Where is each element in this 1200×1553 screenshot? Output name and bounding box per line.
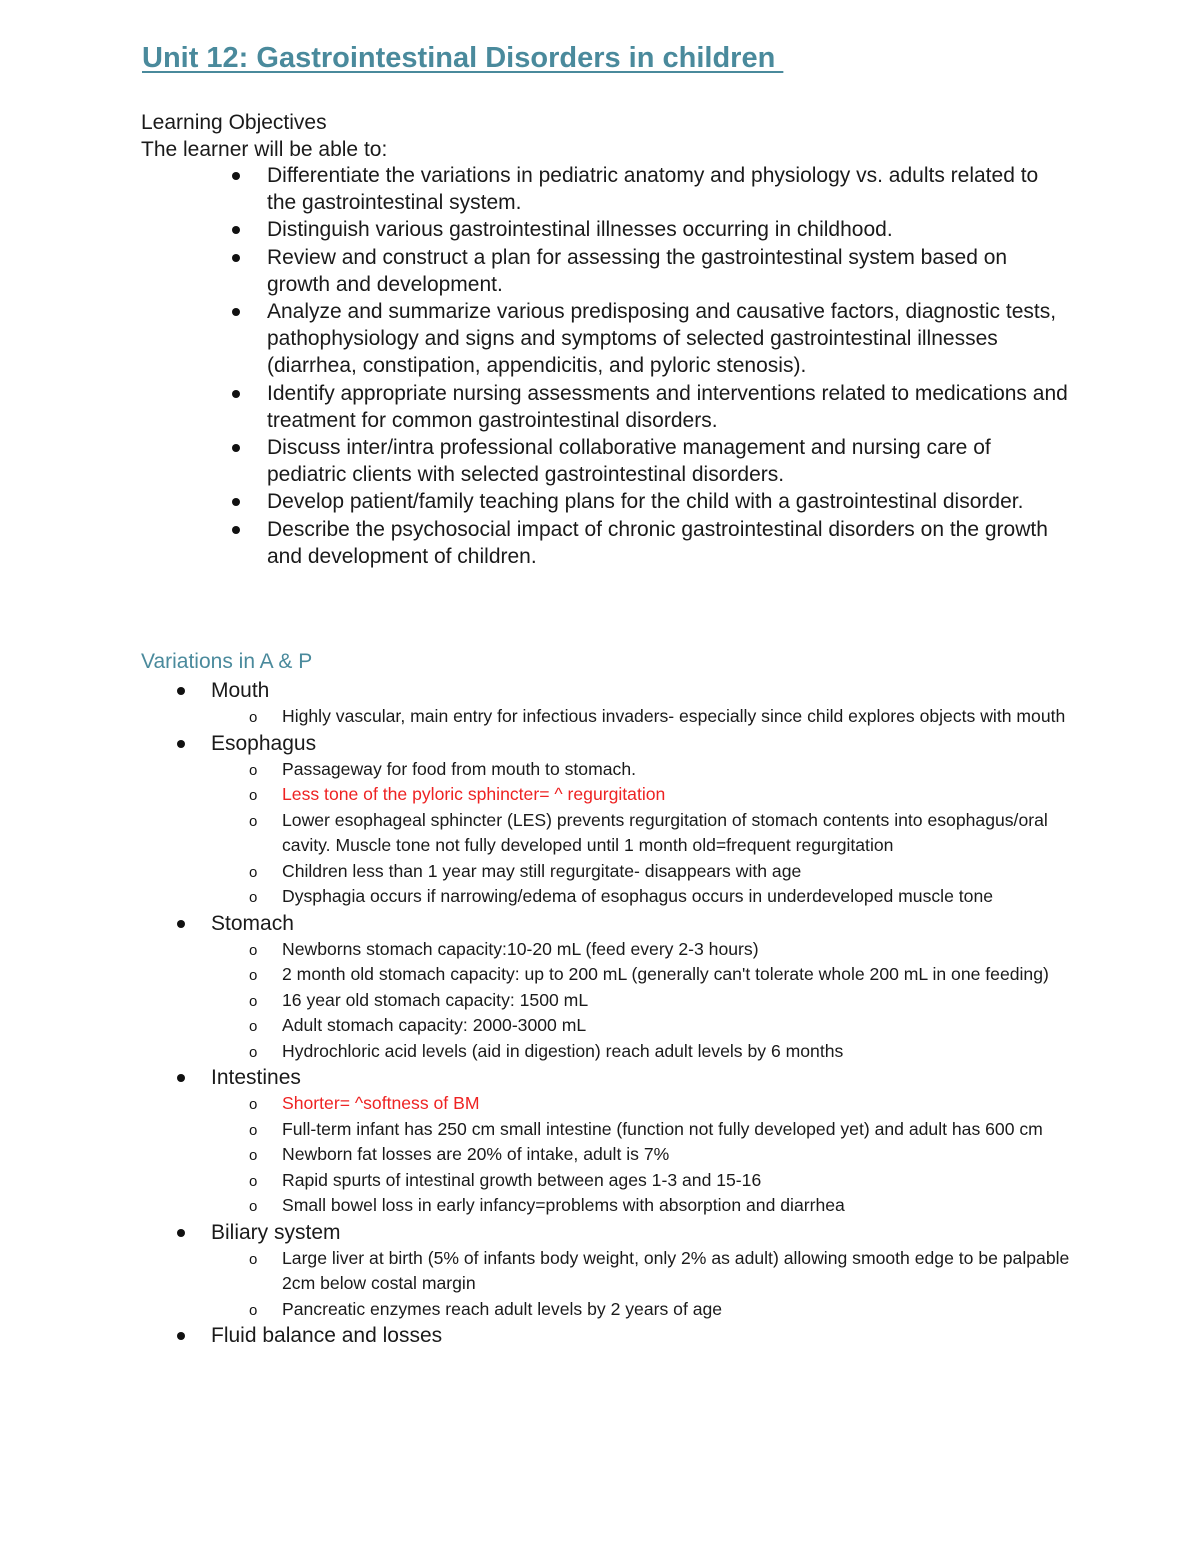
category-label: Biliary system — [141, 1219, 1071, 1246]
sub-list — [141, 757, 1071, 910]
objective-item: Identify appropriate nursing assessments and interventions related to medications and treatment for common gastrointestinal disorders. — [141, 380, 1071, 434]
list-item: o Adult stomach capacity: 2000-3000 mL — [141, 1013, 1071, 1039]
objectives-intro — [141, 109, 387, 163]
list-item: o Children less than 1 year may still regurgitate- disappears with age — [141, 859, 1071, 885]
list-item: o Passageway for food from mouth to stomach. — [141, 757, 1071, 783]
category-label: Esophagus — [141, 730, 1071, 757]
list-item: o Pancreatic enzymes reach adult levels by 2 years of age — [141, 1297, 1071, 1323]
objective-item: Analyze and summarize various predisposing and causative factors, diagnostic tests, pathophysiology and signs and symptoms of selected gastrointestinal illnesses (diarrhea, constipation, appendicitis, and pyloric stenosis). — [141, 298, 1071, 380]
variations-heading: Variations in A & P — [141, 650, 313, 673]
category-label: Stomach — [141, 910, 1071, 937]
variations-list — [141, 677, 1071, 1349]
sub-list — [141, 704, 1071, 730]
list-item: o 2 month old stomach capacity: up to 200 mL (generally can't tolerate whole 200 mL in one feeding) — [141, 962, 1071, 988]
sub-list — [141, 1246, 1071, 1323]
category-label: Mouth — [141, 677, 1071, 704]
list-item: o Newborn fat losses are 20% of intake, adult is 7% — [141, 1142, 1071, 1168]
list-item: o Rapid spurts of intestinal growth between ages 1-3 and 15-16 — [141, 1168, 1071, 1194]
list-item: o 16 year old stomach capacity: 1500 mL — [141, 988, 1071, 1014]
page-title: Unit 12: Gastrointestinal Disorders in children — [142, 42, 784, 74]
highlighted-list-item: o Shorter= ^softness of BM — [141, 1091, 1071, 1117]
category-esophagus — [141, 730, 1071, 910]
category-label: Fluid balance and losses — [141, 1322, 1071, 1349]
learning-objectives-heading: Learning Objectives — [141, 111, 327, 134]
list-item: o Hydrochloric acid levels (aid in digestion) reach adult levels by 6 months — [141, 1039, 1071, 1065]
list-item: o Small bowel loss in early infancy=problems with absorption and diarrhea — [141, 1193, 1071, 1219]
objective-item: Review and construct a plan for assessing the gastrointestinal system based on growth and development. — [141, 244, 1071, 298]
list-item: o Large liver at birth (5% of infants body weight, only 2% as adult) allowing smooth edge to be palpable 2cm below costal margin — [141, 1246, 1071, 1297]
category-intestines — [141, 1064, 1071, 1219]
category-label: Intestines — [141, 1064, 1071, 1091]
list-item: o Highly vascular, main entry for infectious invaders- especially since child explores objects with mouth — [141, 704, 1071, 730]
sub-list — [141, 1091, 1071, 1219]
list-item: o Lower esophageal sphincter (LES) prevents regurgitation of stomach contents into esophagus/oral cavity. Muscle tone not fully developed until 1 month old=frequent regurgitation — [141, 808, 1071, 859]
intro-line: The learner will be able to: — [141, 138, 388, 161]
category-mouth — [141, 677, 1071, 730]
list-item: o Dysphagia occurs if narrowing/edema of esophagus occurs in underdeveloped muscle tone — [141, 884, 1071, 910]
objective-item: Discuss inter/intra professional collaborative management and nursing care of pediatric clients with selected gastrointestinal disorders. — [141, 434, 1071, 488]
category-fluid-balance — [141, 1322, 1071, 1349]
objective-item: Distinguish various gastrointestinal illnesses occurring in childhood. — [141, 216, 1071, 243]
highlighted-list-item: o Less tone of the pyloric sphincter= ^ regurgitation — [141, 782, 1071, 808]
category-stomach — [141, 910, 1071, 1065]
objective-item: Describe the psychosocial impact of chronic gastrointestinal disorders on the growth and development of children. — [141, 516, 1071, 570]
list-item: o Full-term infant has 250 cm small intestine (function not fully developed yet) and adult has 600 cm — [141, 1117, 1071, 1143]
list-item: o Newborns stomach capacity:10-20 mL (feed every 2-3 hours) — [141, 937, 1071, 963]
category-biliary-system — [141, 1219, 1071, 1323]
objective-item: Develop patient/family teaching plans for the child with a gastrointestinal disorder. — [141, 488, 1071, 515]
objectives-list — [141, 162, 1071, 570]
sub-list — [141, 937, 1071, 1065]
objective-item: Differentiate the variations in pediatric anatomy and physiology vs. adults related to the gastrointestinal system. — [141, 162, 1071, 216]
